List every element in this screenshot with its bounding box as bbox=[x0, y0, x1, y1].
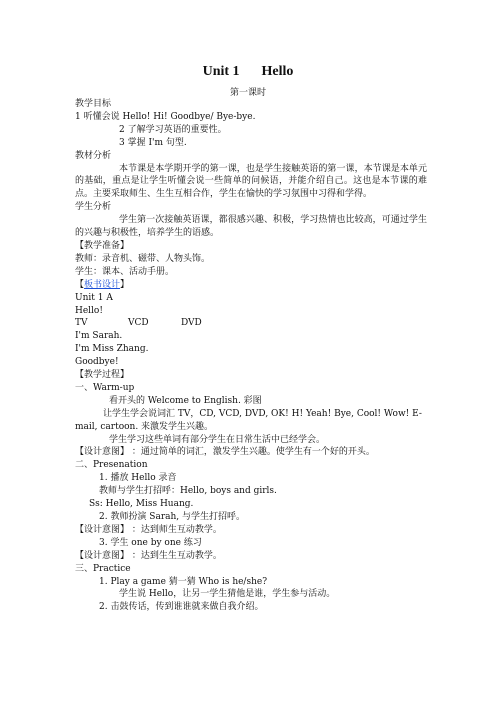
process-heading: 【教学过程】 bbox=[75, 370, 130, 381]
presentation-intent-2: 【设计意图】 ：达到生生互动教学。 bbox=[75, 550, 222, 561]
presentation-line-2: 教师与学生打招呼：Hello, boys and girls. bbox=[99, 486, 277, 497]
students-paragraph: 学生第一次接触英语课，都很感兴趣、积极，学习热情也比较高，可通过学生的兴趣与积极性，培养学生的语感。 bbox=[75, 215, 427, 239]
board-media-row bbox=[75, 317, 427, 330]
warmup-line-2: 让学生学会说词汇 TV，CD, VCD, DVD, OK! H! Yeah! Bye, Cool! Wow! E-mail, cartoon. 来激发学生兴趣。 bbox=[75, 408, 422, 432]
presentation-intent-1: 【设计意图】 ：达到师生互动教学。 bbox=[75, 524, 222, 535]
objectives-heading: 教学目标 bbox=[75, 99, 112, 109]
warmup-line-1: 看开头的 Welcome to English. 彩图 bbox=[109, 395, 262, 406]
warmup-intent: 【设计意图】 ：通过简单的词汇，激发学生兴趣。使学生有一个好的开头。 bbox=[75, 447, 375, 458]
section-practice: 三、Practice bbox=[75, 563, 131, 574]
presentation-line-3: Ss: Hello, Miss Huang. bbox=[89, 499, 194, 510]
board-heading bbox=[75, 279, 427, 292]
objective-3: 3 掌握 I'm 句型. bbox=[119, 137, 187, 148]
board-dvd: DVD bbox=[181, 318, 202, 329]
board-unit: Unit 1 A bbox=[75, 292, 113, 303]
board-goodbye: Goodbye! bbox=[75, 357, 119, 368]
warmup-line-3: 学生学习这些单词有部分学生在日常生活中已经学会。 bbox=[109, 434, 326, 445]
presentation-line-1: 1. 播放 Hello 录音 bbox=[99, 473, 177, 484]
board-tv: TV bbox=[75, 318, 88, 329]
section-warmup: 一、Warm-up bbox=[75, 382, 135, 393]
title-unit: Unit 1 bbox=[202, 64, 240, 79]
objective-1: 1 听懂会说 Hello! Hi! Goodbye/ Bye-bye. bbox=[75, 111, 256, 122]
students-heading: 学生分析 bbox=[75, 202, 112, 213]
presentation-line-5: 3. 学生 one by one 练习 bbox=[99, 537, 202, 548]
lesson-subtitle: 第一课时 bbox=[229, 88, 266, 98]
preparation-heading: 【教学准备】 bbox=[75, 240, 130, 251]
preparation-teacher: 教师：录音机、磁带、人物头饰。 bbox=[75, 253, 211, 264]
presentation-line-4: 2. 教师扮演 Sarah, 与学生打招呼。 bbox=[99, 512, 246, 522]
materials-heading: 教材分析 bbox=[75, 150, 112, 161]
practice-line-2: 学生说 Hello，让另一学生猜他是谁，学生参与活动。 bbox=[119, 589, 336, 600]
title-topic: Hello bbox=[261, 64, 294, 79]
board-design-link[interactable]: 板书设计 bbox=[84, 279, 121, 290]
materials-paragraph: 本节课是本学期开学的第一课，也是学生接触英语的第一课，本节课是本单元的基础，重点是让学生听懂会说一些简单的问候语，并能介绍自己。这也是本节课的难点。主要采取师生、生生互相合作，学生在愉快的学习氛围中习得和学得。 bbox=[75, 163, 427, 200]
bracket-open: 【 bbox=[75, 279, 85, 290]
section-presentation: 二、Presenation bbox=[75, 460, 148, 471]
document-body bbox=[75, 98, 427, 614]
practice-line-1: 1. Play a game 猜一猜 Who is he/she? bbox=[99, 576, 268, 587]
bracket-close: 】 bbox=[120, 279, 130, 290]
practice-line-3: 2. 击鼓传话，传到谁谁就来做自我介绍。 bbox=[99, 602, 264, 613]
board-vcd: VCD bbox=[128, 318, 149, 329]
objective-2: 2 了解学习英语的重要性。 bbox=[119, 124, 227, 135]
board-zhang: I'm Miss Zhang. bbox=[75, 344, 149, 355]
preparation-student: 学生：课本、活动手册。 bbox=[75, 266, 175, 277]
board-sarah: I'm Sarah. bbox=[75, 331, 123, 342]
board-hello: Hello! bbox=[75, 305, 103, 316]
lesson-title bbox=[0, 64, 496, 80]
